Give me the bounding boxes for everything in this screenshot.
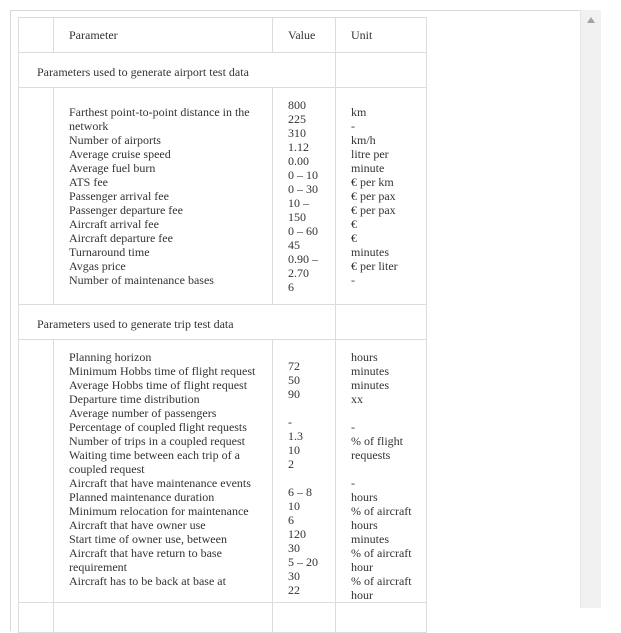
vertical-scrollbar[interactable] (580, 10, 601, 608)
list-line: km/h (351, 133, 376, 147)
list-line: - (288, 415, 292, 429)
list-line: Number of airports (69, 133, 161, 147)
section-title-airport: Parameters used to generate airport test data (37, 65, 249, 79)
body-blank-cell (19, 340, 54, 603)
list-line: Departure time distribution (69, 392, 200, 406)
list-line: minutes (351, 532, 389, 546)
list-line: Passenger departure fee (69, 203, 183, 217)
list-line: % of aircraft (351, 504, 412, 518)
header-unit: Unit (351, 28, 373, 42)
unit-list-airport (336, 88, 426, 287)
list-line: 6 (288, 280, 294, 294)
list-line: 1.3 (288, 429, 303, 443)
list-line (288, 471, 335, 485)
list-line: Aircraft that have maintenance events (69, 476, 251, 490)
list-line: Minimum Hobbs time of flight request (69, 364, 256, 378)
list-line: Planned maintenance duration (69, 490, 215, 504)
list-line: 72 (288, 359, 300, 373)
list-line: 120 (288, 527, 306, 541)
list-line: Passenger arrival fee (69, 189, 169, 203)
list-line: network (69, 119, 109, 133)
list-line: Avgas price (69, 259, 126, 273)
list-line: 0 – 30 (288, 182, 318, 196)
table-header-row (19, 18, 427, 53)
list-line: Aircraft that have owner use (69, 518, 206, 532)
list-line: minute (351, 161, 385, 175)
list-line: - (351, 476, 355, 490)
parameter-list-cell (54, 340, 273, 603)
parameter-list-airport (54, 88, 272, 287)
parameter-list-trip (54, 340, 272, 588)
list-line: requirement (69, 560, 127, 574)
header-value-cell (273, 18, 336, 53)
list-line: 30 (288, 569, 300, 583)
section-title-empty-cell (336, 305, 427, 340)
body-blank-cell (19, 88, 54, 305)
list-line (351, 462, 426, 476)
list-line: 30 (288, 541, 300, 555)
list-line: € per pax (351, 203, 396, 217)
list-line: Average Hobbs time of flight request (69, 378, 248, 392)
section-title-trip: Parameters used to generate trip test data (37, 317, 234, 331)
list-line: € (351, 217, 357, 231)
trailing-cell (273, 603, 336, 633)
list-line: hour (351, 560, 373, 574)
section-body-row-trip (19, 340, 427, 603)
list-line: hours (351, 350, 378, 364)
list-line: Average cruise speed (69, 147, 171, 161)
list-line: Aircraft departure fee (69, 231, 173, 245)
unit-list-cell (336, 340, 427, 603)
list-line: Turnaround time (69, 245, 150, 259)
list-line: 6 (288, 513, 294, 527)
list-line (288, 345, 335, 359)
list-line: 10 (288, 499, 300, 513)
list-line: 10 (288, 443, 300, 457)
list-line: litre per (351, 147, 389, 161)
section-title-cell (19, 53, 336, 88)
list-line: Aircraft arrival fee (69, 217, 159, 231)
header-parameter-cell (54, 18, 273, 53)
section-body-row-airport (19, 88, 427, 305)
list-line: € per liter (351, 259, 398, 273)
list-line: Waiting time between each trip of a (69, 448, 240, 462)
value-list-cell (273, 340, 336, 603)
list-line: hours (351, 490, 378, 504)
header-blank-cell (19, 18, 54, 53)
list-line (351, 406, 426, 420)
list-line: 0 – 10 (288, 168, 318, 182)
list-line: hours (351, 518, 378, 532)
table-trailing-row (19, 603, 427, 633)
list-line: 225 (288, 112, 306, 126)
list-line: Number of maintenance bases (69, 273, 214, 287)
parameters-table (18, 17, 427, 633)
list-line: Farthest point-to-point distance in the (69, 105, 250, 119)
list-line: € per pax (351, 189, 396, 203)
list-line: minutes (351, 364, 389, 378)
section-title-row-airport (19, 53, 427, 88)
unit-list-cell (336, 88, 427, 305)
list-line: - (351, 420, 355, 434)
list-line: % of aircraft (351, 546, 412, 560)
list-line: km (351, 105, 367, 119)
list-line: 22 (288, 583, 300, 597)
header-unit-cell (336, 18, 427, 53)
list-line: 0.00 (288, 154, 309, 168)
header-parameter: Parameter (69, 28, 118, 42)
list-line: - (351, 119, 355, 133)
list-line: 0.90 – (288, 252, 318, 266)
list-line (288, 401, 335, 415)
scroll-up-arrow-icon[interactable] (581, 12, 601, 28)
unit-list-trip (336, 340, 426, 602)
list-line: 6 – 8 (288, 485, 312, 499)
list-line: 800 (288, 98, 306, 112)
list-line: € per km (351, 175, 394, 189)
list-line: hour (351, 588, 373, 602)
list-line: requests (351, 448, 391, 462)
list-line: € (351, 231, 357, 245)
list-line: Average number of passengers (69, 406, 217, 420)
list-line: 2 (288, 457, 294, 471)
list-line: 0 – 60 (288, 224, 318, 238)
list-line: 1.12 (288, 140, 309, 154)
list-line: 5 – 20 (288, 555, 318, 569)
list-line: 2.70 (288, 266, 309, 280)
list-line: 10 – (288, 196, 309, 210)
parameter-list-cell (54, 88, 273, 305)
list-line: Minimum relocation for maintenance (69, 504, 249, 518)
list-line: % of flight (351, 434, 403, 448)
list-line: Average fuel burn (69, 161, 156, 175)
list-line: Aircraft has to be back at base at (69, 574, 226, 588)
list-line: 150 (288, 210, 306, 224)
value-list-cell (273, 88, 336, 305)
trailing-cell (336, 603, 427, 633)
value-list-trip (273, 340, 335, 597)
list-line (351, 91, 426, 105)
list-line: 50 (288, 373, 300, 387)
list-line: Number of trips in a coupled request (69, 434, 245, 448)
list-line: 45 (288, 238, 300, 252)
section-title-empty-cell (336, 53, 427, 88)
header-value: Value (288, 28, 316, 42)
list-line: ATS fee (69, 175, 108, 189)
list-line: Start time of owner use, between (69, 532, 227, 546)
section-title-row-trip (19, 305, 427, 340)
list-line: 310 (288, 126, 306, 140)
list-line: xx (351, 392, 363, 406)
list-line: % of aircraft (351, 574, 412, 588)
list-line: Percentage of coupled flight requests (69, 420, 247, 434)
list-line: minutes (351, 378, 389, 392)
list-line: 90 (288, 387, 300, 401)
list-line: - (351, 273, 355, 287)
list-line: Planning horizon (69, 350, 152, 364)
list-line: coupled request (69, 462, 145, 476)
value-list-airport (273, 88, 335, 294)
list-line: minutes (351, 245, 389, 259)
trailing-cell (54, 603, 273, 633)
list-line: Aircraft that have return to base (69, 546, 222, 560)
trailing-cell (19, 603, 54, 633)
section-title-cell (19, 305, 336, 340)
